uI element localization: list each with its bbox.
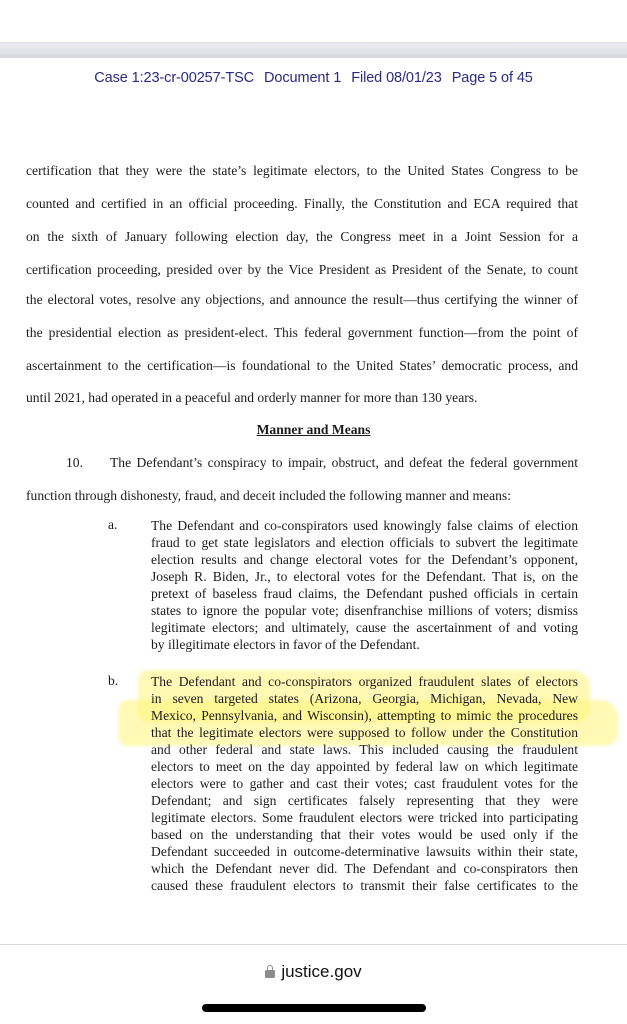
- item-a-line: fraud to get state legislators and election officials to subvert the legitimate: [151, 535, 578, 550]
- toolbar-divider: [0, 944, 627, 945]
- case-header: [0, 70, 627, 86]
- item-b-line: caused these fraudulent electors to transmit their false certificates to the: [151, 878, 578, 893]
- address-bar[interactable]: [0, 962, 627, 982]
- page-indicator: Page 5 of 45: [451, 70, 533, 86]
- home-indicator[interactable]: [202, 1004, 426, 1012]
- body-line: the electoral votes, resolve any objections, and announce the result—thus certifying the winner of: [26, 292, 578, 307]
- section-heading: Manner and Means: [256, 422, 371, 437]
- item-b-line: Mexico, Pennsylvania, and Wisconsin), attempting to mimic the procedures: [151, 708, 578, 723]
- item-b-line: Defendant; and sign certificates falsely representing that they were: [151, 793, 578, 808]
- item-b-line: Defendant succeeded in outcome-determinative lawsuits within their state,: [151, 844, 578, 859]
- filed-date: Filed 08/01/23: [351, 70, 442, 86]
- item-b-line: in seven targeted states (Arizona, Georgia, Michigan, Nevada, New: [151, 691, 578, 706]
- item-b-line: and other federal and state laws. This included causing the fraudulent: [151, 742, 578, 757]
- item-a-label: a.: [108, 517, 118, 532]
- paragraph-number: 10.: [66, 455, 83, 470]
- body-line: the presidential election as president-elect. This federal government function—from the point of: [26, 325, 578, 340]
- document-number: Document 1: [264, 70, 342, 86]
- url-text: justice.gov: [281, 962, 362, 981]
- item-a-line: pretext of baseless fraud claims, the Defendant pushed officials in certain: [151, 586, 578, 601]
- item-a-line: The Defendant and co-conspirators used knowingly false claims of election: [151, 518, 578, 533]
- body-line: ascertainment to the certification—is foundational to the United States’ democratic process, and: [26, 358, 578, 373]
- item-b-line: which the Defendant never did. The Defendant and co-conspirators then: [151, 861, 578, 876]
- case-number: Case 1:23-cr-00257-TSC: [94, 70, 255, 86]
- item-b-line: that the legitimate electors were supposed to follow under the Constitution: [151, 725, 578, 740]
- item-b-line: electors were to gather and cast their votes; cast fraudulent votes for the: [151, 776, 578, 791]
- item-a-line: states to ignore the popular vote; disenfranchise millions of voters; dismiss: [151, 603, 578, 618]
- body-line: until 2021, had operated in a peaceful and orderly manner for more than 130 years.: [26, 390, 478, 405]
- item-b-label: b.: [108, 673, 119, 688]
- item-a-line: Joseph R. Biden, Jr., to electoral votes for the Defendant. That is, on the: [151, 569, 578, 584]
- body-line: certification that they were the state’s legitimate electors, to the United States Congress to be: [26, 163, 578, 178]
- item-b-line: The Defendant and co-conspirators organized fraudulent slates of electors: [151, 674, 578, 689]
- item-b-line: legitimate electors. Some fraudulent electors were tricked into participating: [151, 810, 578, 825]
- item-b-line: electors to meet on the day appointed by federal law on which legitimate: [151, 759, 578, 774]
- body-line: counted and certified in an official proceeding. Finally, the Constitution and ECA required that: [26, 196, 578, 211]
- item-b-line: based on the understanding that their votes would be used only if the: [151, 827, 578, 842]
- lock-icon: [265, 965, 275, 978]
- paragraph-second-line: function through dishonesty, fraud, and deceit included the following manner and means:: [26, 488, 511, 503]
- paragraph-first-line: The Defendant’s conspiracy to impair, obstruct, and defeat the federal government: [110, 455, 578, 470]
- body-line: certification proceeding, presided over by the Vice President as President of the Senate, to count: [26, 262, 578, 277]
- item-a-line: legitimate electors; and ultimately, cause the ascertainment of and voting: [151, 620, 578, 635]
- body-line: on the sixth of January following election day, the Congress meet in a Joint Session for a: [26, 229, 578, 244]
- browser-top-bar: [0, 42, 627, 58]
- item-a-line: by illegitimate electors in favor of the Defendant.: [151, 637, 420, 652]
- item-a-line: election results and change electoral votes for the Defendant’s opponent,: [151, 552, 578, 567]
